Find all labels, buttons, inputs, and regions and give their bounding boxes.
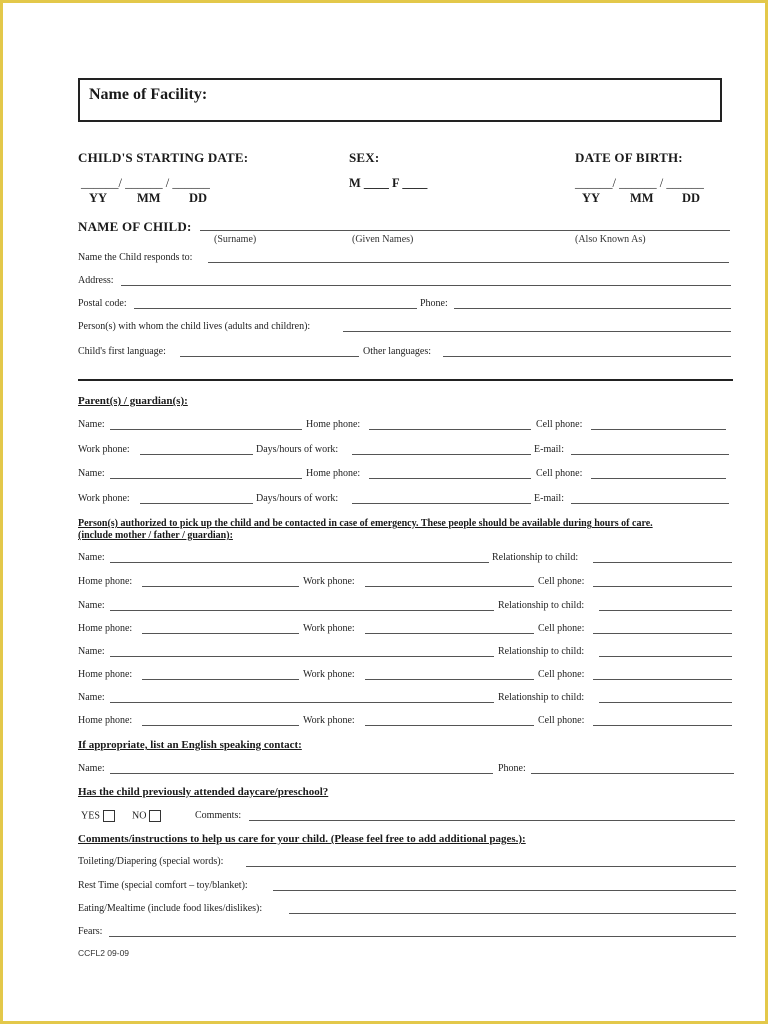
contact1-name-label: Name: bbox=[78, 552, 105, 563]
dob-mm: MM bbox=[630, 191, 654, 205]
contact4-home-label: Home phone: bbox=[78, 715, 133, 726]
contact1-cell-line[interactable] bbox=[593, 586, 732, 587]
contact2-cell-label: Cell phone: bbox=[538, 623, 585, 634]
english-contact-phone-label: Phone: bbox=[498, 763, 526, 774]
parents-title: Parent(s) / guardian(s): bbox=[78, 395, 188, 407]
no-checkbox[interactable] bbox=[149, 810, 161, 822]
contact1-name-line[interactable] bbox=[110, 562, 489, 563]
start-date-blank[interactable]: ______/ ______ / ______ bbox=[81, 176, 210, 190]
yes-option bbox=[81, 810, 115, 822]
contact1-work-label: Work phone: bbox=[303, 576, 355, 587]
parent2-work-line[interactable] bbox=[140, 503, 253, 504]
eating-line[interactable] bbox=[289, 913, 736, 914]
parent2-email-label: E-mail: bbox=[534, 493, 564, 504]
phone-line[interactable] bbox=[454, 308, 731, 309]
parent1-days-line[interactable] bbox=[352, 454, 531, 455]
toileting-line[interactable] bbox=[246, 866, 736, 867]
fears-line[interactable] bbox=[109, 936, 736, 937]
no-label: NO bbox=[132, 810, 147, 822]
english-contact-name-line[interactable] bbox=[110, 773, 493, 774]
contact2-name-line[interactable] bbox=[110, 610, 494, 611]
contact2-home-label: Home phone: bbox=[78, 623, 133, 634]
english-contact-name-label: Name: bbox=[78, 763, 105, 774]
responds-to-label: Name the Child responds to: bbox=[78, 252, 193, 263]
parent2-days-line[interactable] bbox=[352, 503, 531, 504]
contact1-relationship-label: Relationship to child: bbox=[492, 552, 579, 563]
start-yy: YY bbox=[89, 191, 108, 205]
contact4-cell-label: Cell phone: bbox=[538, 715, 585, 726]
parent1-work-label: Work phone: bbox=[78, 444, 130, 455]
dob-dd: DD bbox=[682, 191, 701, 205]
parent2-home-label: Home phone: bbox=[306, 468, 361, 479]
parent2-days-label: Days/hours of work: bbox=[256, 493, 339, 504]
parent1-home-line[interactable] bbox=[369, 429, 531, 430]
contact2-cell-line[interactable] bbox=[593, 633, 732, 634]
contact4-name-label: Name: bbox=[78, 692, 105, 703]
section-divider bbox=[78, 379, 733, 381]
rest-line[interactable] bbox=[273, 890, 736, 891]
sex-blank[interactable]: M ____ F ____ bbox=[349, 176, 428, 190]
parent1-email-label: E-mail: bbox=[534, 444, 564, 455]
dob-label: DATE OF BIRTH: bbox=[575, 150, 683, 165]
toileting-label: Toileting/Diapering (special words): bbox=[78, 856, 224, 867]
dob-yy: YY bbox=[582, 191, 601, 205]
parent1-home-label: Home phone: bbox=[306, 419, 361, 430]
english-contact-phone-line[interactable] bbox=[531, 773, 734, 774]
start-date-label: CHILD'S STARTING DATE: bbox=[78, 150, 249, 165]
first-language-label: Child's first language: bbox=[78, 346, 166, 357]
contact2-home-line[interactable] bbox=[142, 633, 299, 634]
parent2-name-label: Name: bbox=[78, 468, 105, 479]
parent2-cell-line[interactable] bbox=[591, 478, 726, 479]
lives-with-label: Person(s) with whom the child lives (adults and children): bbox=[78, 321, 311, 332]
emergency-title-line1: Person(s) authorized to pick up the child and be contacted in case of emergency. These people should be available during hours of care. bbox=[78, 518, 653, 529]
contact4-cell-line[interactable] bbox=[593, 725, 732, 726]
postal-line[interactable] bbox=[134, 308, 417, 309]
contact4-relationship-line[interactable] bbox=[599, 702, 732, 703]
daycare-title: Has the child previously attended daycare/preschool? bbox=[78, 786, 329, 798]
parent1-days-label: Days/hours of work: bbox=[256, 444, 339, 455]
parent1-name-label: Name: bbox=[78, 419, 105, 430]
contact1-work-line[interactable] bbox=[365, 586, 534, 587]
parent2-work-label: Work phone: bbox=[78, 493, 130, 504]
parent1-cell-line[interactable] bbox=[591, 429, 726, 430]
rest-label: Rest Time (special comfort – toy/blanket): bbox=[78, 880, 248, 891]
facility-label: Name of Facility: bbox=[89, 86, 208, 103]
parent1-cell-label: Cell phone: bbox=[536, 419, 583, 430]
contact3-relationship-label: Relationship to child: bbox=[498, 646, 585, 657]
address-label: Address: bbox=[78, 275, 114, 286]
form-code: CCFL2 09-09 bbox=[78, 948, 130, 958]
contact1-cell-label: Cell phone: bbox=[538, 576, 585, 587]
contact3-home-line[interactable] bbox=[142, 679, 299, 680]
lives-with-line[interactable] bbox=[343, 331, 731, 332]
contact4-home-line[interactable] bbox=[142, 725, 299, 726]
contact3-work-line[interactable] bbox=[365, 679, 534, 680]
facility-name-box[interactable] bbox=[78, 78, 722, 122]
contact3-name-line[interactable] bbox=[110, 656, 494, 657]
parent1-work-line[interactable] bbox=[140, 454, 253, 455]
contact3-name-label: Name: bbox=[78, 646, 105, 657]
postal-label: Postal code: bbox=[78, 298, 127, 309]
yes-checkbox[interactable] bbox=[103, 810, 115, 822]
parent1-name-line[interactable] bbox=[110, 429, 302, 430]
eating-label: Eating/Mealtime (include food likes/dislikes): bbox=[78, 903, 263, 914]
fears-label: Fears: bbox=[78, 926, 103, 937]
parent1-email-line[interactable] bbox=[571, 454, 729, 455]
contact1-home-label: Home phone: bbox=[78, 576, 133, 587]
contact2-relationship-label: Relationship to child: bbox=[498, 600, 585, 611]
other-languages-line[interactable] bbox=[443, 356, 731, 357]
contact3-work-label: Work phone: bbox=[303, 669, 355, 680]
phone-label: Phone: bbox=[420, 298, 448, 309]
yes-label: YES bbox=[81, 810, 100, 822]
contact4-relationship-label: Relationship to child: bbox=[498, 692, 585, 703]
contact2-work-label: Work phone: bbox=[303, 623, 355, 634]
contact4-name-line[interactable] bbox=[110, 702, 494, 703]
sex-label: SEX: bbox=[349, 150, 380, 165]
aka-caption: (Also Known As) bbox=[575, 234, 646, 245]
emergency-title-line2: (include mother / father / guardian): bbox=[78, 530, 233, 541]
responds-to-line[interactable] bbox=[208, 262, 729, 263]
contact4-work-label: Work phone: bbox=[303, 715, 355, 726]
contact3-cell-line[interactable] bbox=[593, 679, 732, 680]
contact4-work-line[interactable] bbox=[365, 725, 534, 726]
daycare-comments-line[interactable] bbox=[249, 820, 735, 821]
no-option bbox=[132, 810, 161, 822]
contact3-cell-label: Cell phone: bbox=[538, 669, 585, 680]
first-language-line[interactable] bbox=[180, 356, 359, 357]
start-dd: DD bbox=[189, 191, 208, 205]
parent2-cell-label: Cell phone: bbox=[536, 468, 583, 479]
parent2-name-line[interactable] bbox=[110, 478, 302, 479]
surname-caption: (Surname) bbox=[214, 234, 257, 245]
child-name-line[interactable] bbox=[200, 230, 730, 231]
care-title: Comments/instructions to help us care for your child. (Please feel free to add additional pages.): bbox=[78, 833, 526, 845]
address-line[interactable] bbox=[121, 285, 731, 286]
contact1-relationship-line[interactable] bbox=[593, 562, 732, 563]
dob-blank[interactable]: ______/ ______ / ______ bbox=[575, 176, 704, 190]
english-contact-title: If appropriate, list an English speaking contact: bbox=[78, 739, 302, 751]
given-caption: (Given Names) bbox=[352, 234, 414, 245]
contact2-work-line[interactable] bbox=[365, 633, 534, 634]
contact2-name-label: Name: bbox=[78, 600, 105, 611]
daycare-comments-label: Comments: bbox=[195, 810, 242, 821]
other-languages-label: Other languages: bbox=[363, 346, 432, 357]
start-mm: MM bbox=[137, 191, 161, 205]
contact2-relationship-line[interactable] bbox=[599, 610, 732, 611]
parent2-email-line[interactable] bbox=[571, 503, 729, 504]
contact1-home-line[interactable] bbox=[142, 586, 299, 587]
contact3-relationship-line[interactable] bbox=[599, 656, 732, 657]
contact3-home-label: Home phone: bbox=[78, 669, 133, 680]
child-name-label: NAME OF CHILD: bbox=[78, 219, 192, 234]
parent2-home-line[interactable] bbox=[369, 478, 531, 479]
